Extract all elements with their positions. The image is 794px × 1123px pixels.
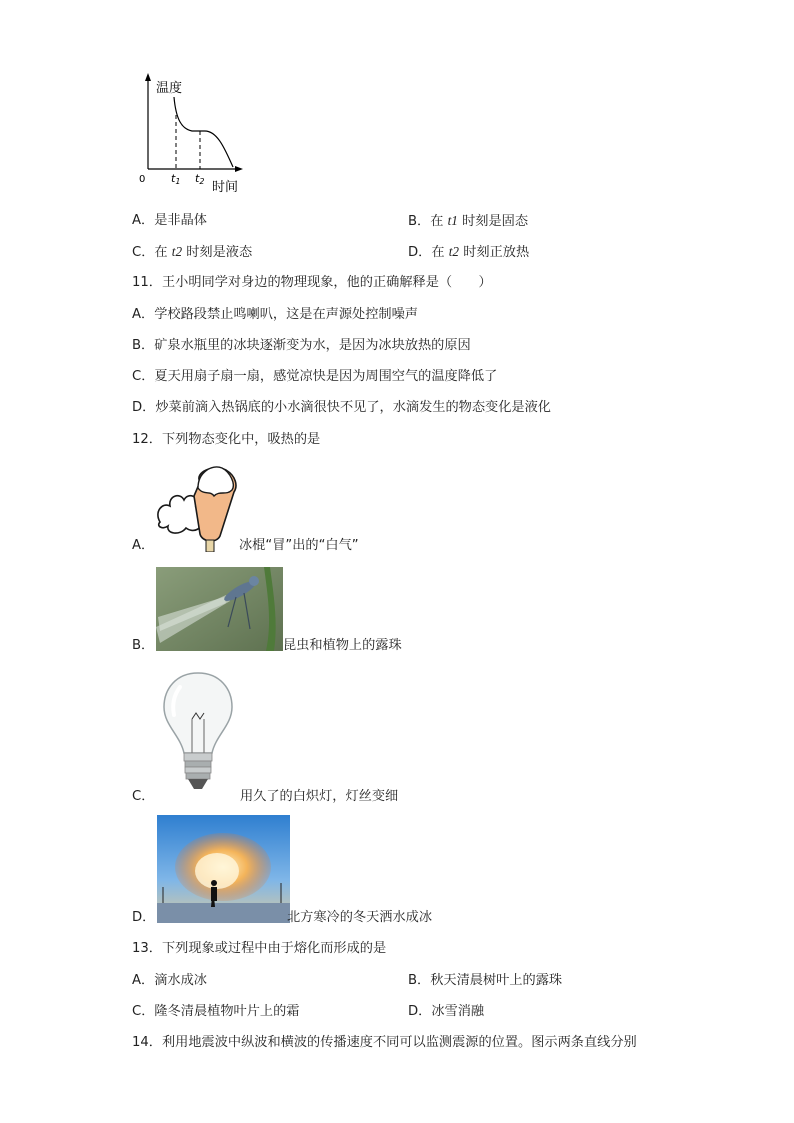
graph-x-label: 时间 xyxy=(212,180,239,195)
dragonfly-dew-image xyxy=(156,567,283,651)
q13-option-d: D．冰雪消融 xyxy=(408,1004,485,1019)
q12-option-a-label: A． xyxy=(132,538,155,553)
popsicle-image xyxy=(154,462,240,552)
graph-t2: t2 xyxy=(195,172,205,186)
q11-option-a: A．学校路段禁止鸣喇叭，这是在声源处控制噪声 xyxy=(132,307,418,322)
q14-stem: 14．利用地震波中纵波和横波的传播速度不同可以监测震源的位置。图示两条直线分别 xyxy=(132,1035,637,1050)
q12-option-c-text: 用久了的白炽灯，灯丝变细 xyxy=(240,789,399,804)
q12-option-d-text: 北方寒冷的冬天洒水成冰 xyxy=(287,910,433,925)
light-bulb-image xyxy=(160,669,236,799)
graph-t1: t1 xyxy=(171,172,181,186)
q11-option-c: C．夏天用扇子扇一扇，感觉凉快是因为周围空气的温度降低了 xyxy=(132,369,498,384)
q12-option-b-label: B． xyxy=(132,638,155,653)
q10-option-c: C．在 t2 时刻是液态 xyxy=(132,244,253,260)
q13-option-b: B．秋天清晨树叶上的露珠 xyxy=(408,973,563,988)
graph-y-label: 温度 xyxy=(156,81,183,96)
q11-option-d: D．炒菜前滴入热锅底的小水滴很快不见了，水滴发生的物态变化是液化 xyxy=(132,400,551,415)
q10-option-b: B．在 t1 时刻是固态 xyxy=(408,213,529,229)
q13-option-c: C．隆冬清晨植物叶片上的霜 xyxy=(132,1004,300,1019)
q11-stem: 11．王小明同学对身边的物理现象，他的正确解释是（ ） xyxy=(132,275,492,290)
q12-stem: 12．下列物态变化中，吸热的是 xyxy=(132,432,321,447)
water-to-ice-image xyxy=(157,815,290,923)
q13-stem: 13．下列现象或过程中由于熔化而形成的是 xyxy=(132,941,387,956)
q10-option-d: D．在 t2 时刻正放热 xyxy=(408,244,530,260)
q13-option-a: A．滴水成冰 xyxy=(132,973,207,988)
temperature-time-graph xyxy=(130,70,250,196)
graph-origin: 0 xyxy=(139,174,146,185)
q11-option-b: B．矿泉水瓶里的冰块逐渐变为水，是因为冰块放热的原因 xyxy=(132,338,471,353)
q12-option-d-label: D． xyxy=(132,910,156,925)
q12-option-a-text: 冰棍“冒”出的“白气” xyxy=(239,538,359,553)
q12-option-c-label: C． xyxy=(132,789,155,804)
q10-option-a: A．是非晶体 xyxy=(132,213,207,228)
q12-option-b-text: 昆虫和植物上的露珠 xyxy=(283,638,402,653)
